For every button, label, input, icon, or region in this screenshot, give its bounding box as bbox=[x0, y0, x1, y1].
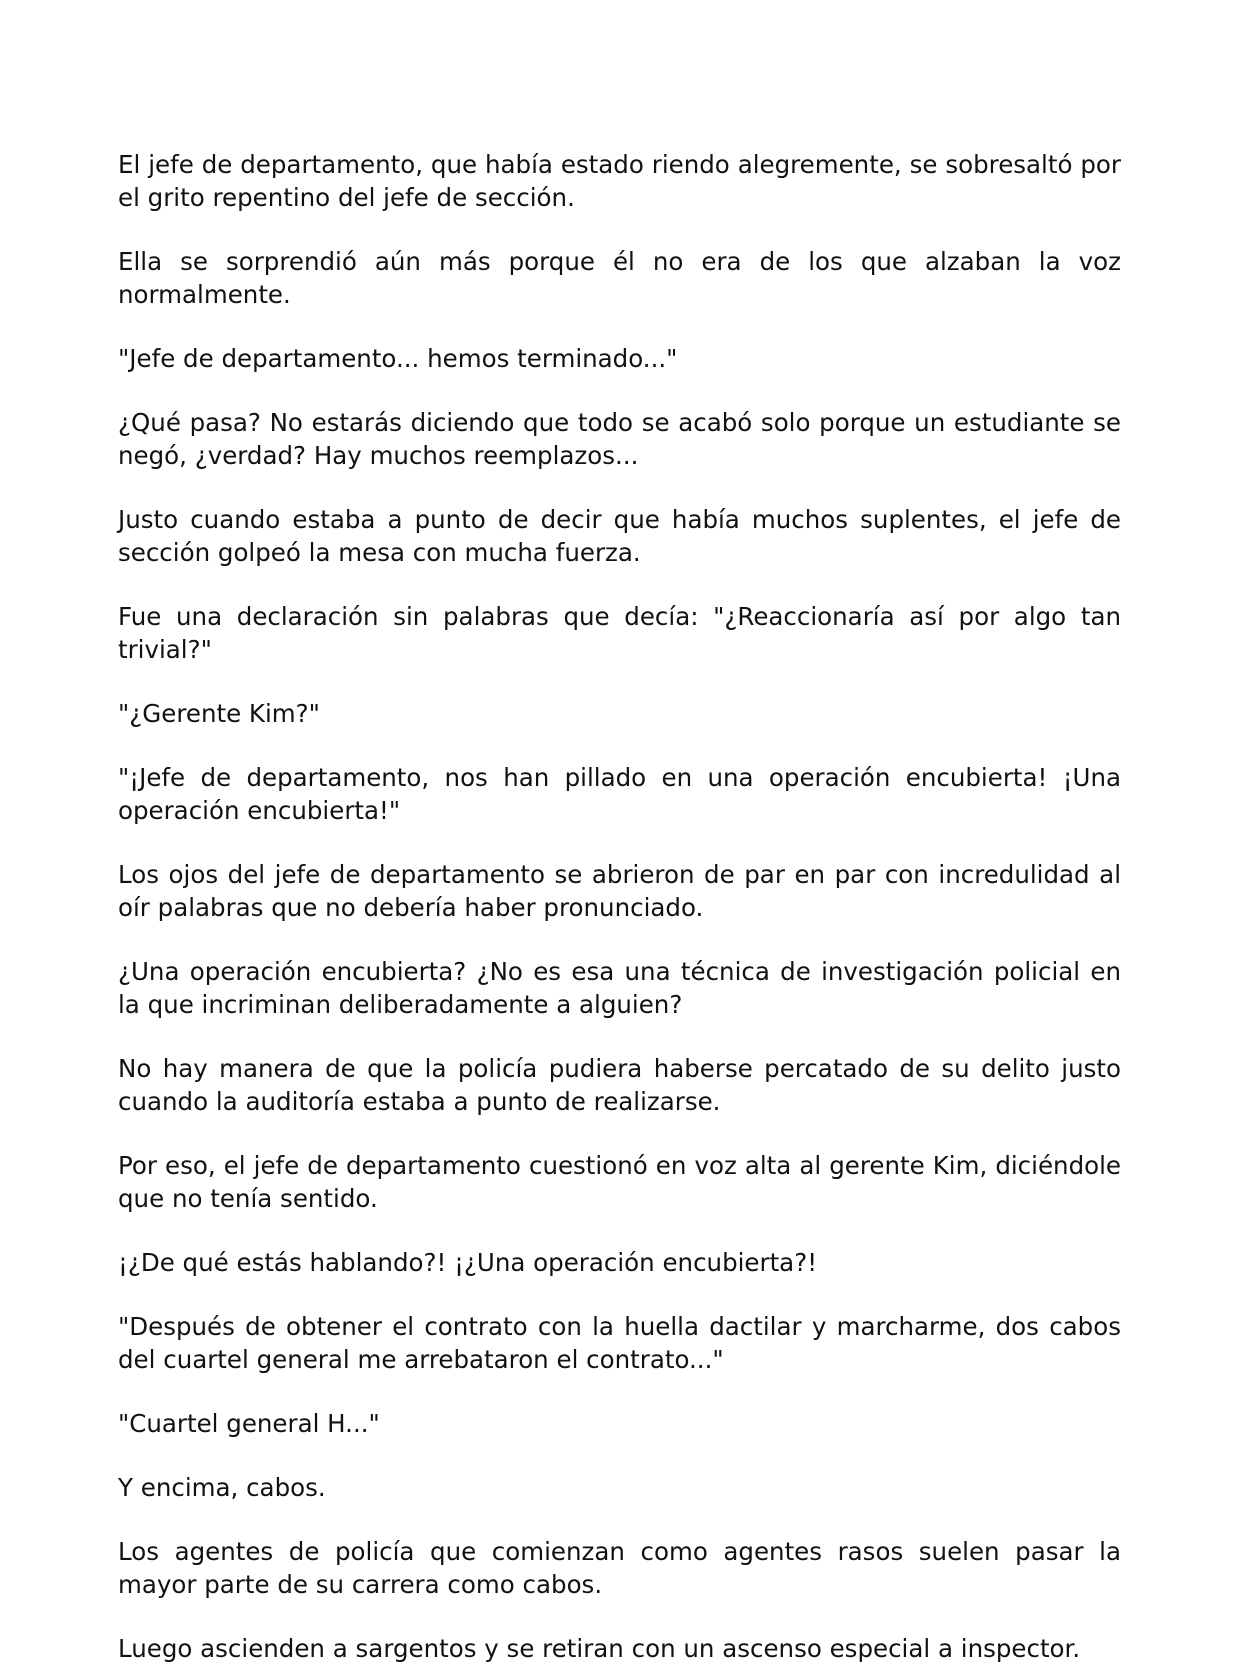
paragraph: Los agentes de policía que comienzan como agentes rasos suelen pasar la mayor parte de su carrera como cabos. bbox=[118, 1537, 1121, 1599]
paragraph: No hay manera de que la policía pudiera haberse percatado de su delito justo cuando la auditoría estaba a punto de realizarse. bbox=[118, 1054, 1121, 1116]
document-page bbox=[118, 148, 1121, 1665]
paragraph: Fue una declaración sin palabras que decía: "¿Reaccionaría así por algo tan trivial?" bbox=[118, 602, 1121, 664]
paragraph: "¿Gerente Kim?" bbox=[118, 699, 320, 728]
paragraph: Y encima, cabos. bbox=[118, 1473, 326, 1502]
paragraph: Los ojos del jefe de departamento se abrieron de par en par con incredulidad al oír palabras que no debería haber pronunciado. bbox=[118, 860, 1121, 922]
paragraph: ¡¿De qué estás hablando?! ¡¿Una operación encubierta?! bbox=[118, 1248, 818, 1277]
paragraph: ¿Qué pasa? No estarás diciendo que todo se acabó solo porque un estudiante se negó, ¿verdad? Hay muchos reemplazos... bbox=[118, 408, 1121, 470]
paragraph: "Cuartel general H..." bbox=[118, 1409, 380, 1438]
paragraph: "¡Jefe de departamento, nos han pillado en una operación encubierta! ¡Una operación encubierta!" bbox=[118, 763, 1121, 825]
paragraph: Luego ascienden a sargentos y se retiran con un ascenso especial a inspector. bbox=[118, 1634, 1081, 1663]
paragraph: Por eso, el jefe de departamento cuestionó en voz alta al gerente Kim, diciéndole que no tenía sentido. bbox=[118, 1151, 1121, 1213]
paragraph: Ella se sorprendió aún más porque él no era de los que alzaban la voz normalmente. bbox=[118, 247, 1121, 309]
paragraph: El jefe de departamento, que había estado riendo alegremente, se sobresaltó por el grito repentino del jefe de sección. bbox=[118, 150, 1121, 212]
paragraph: "Después de obtener el contrato con la huella dactilar y marcharme, dos cabos del cuartel general me arrebataron el contrato..." bbox=[118, 1312, 1121, 1374]
paragraph: Justo cuando estaba a punto de decir que había muchos suplentes, el jefe de sección golpeó la mesa con mucha fuerza. bbox=[118, 505, 1121, 567]
paragraph: "Jefe de departamento... hemos terminado..." bbox=[118, 344, 678, 373]
paragraph: ¿Una operación encubierta? ¿No es esa una técnica de investigación policial en la que incriminan deliberadamente a alguien? bbox=[118, 957, 1121, 1019]
